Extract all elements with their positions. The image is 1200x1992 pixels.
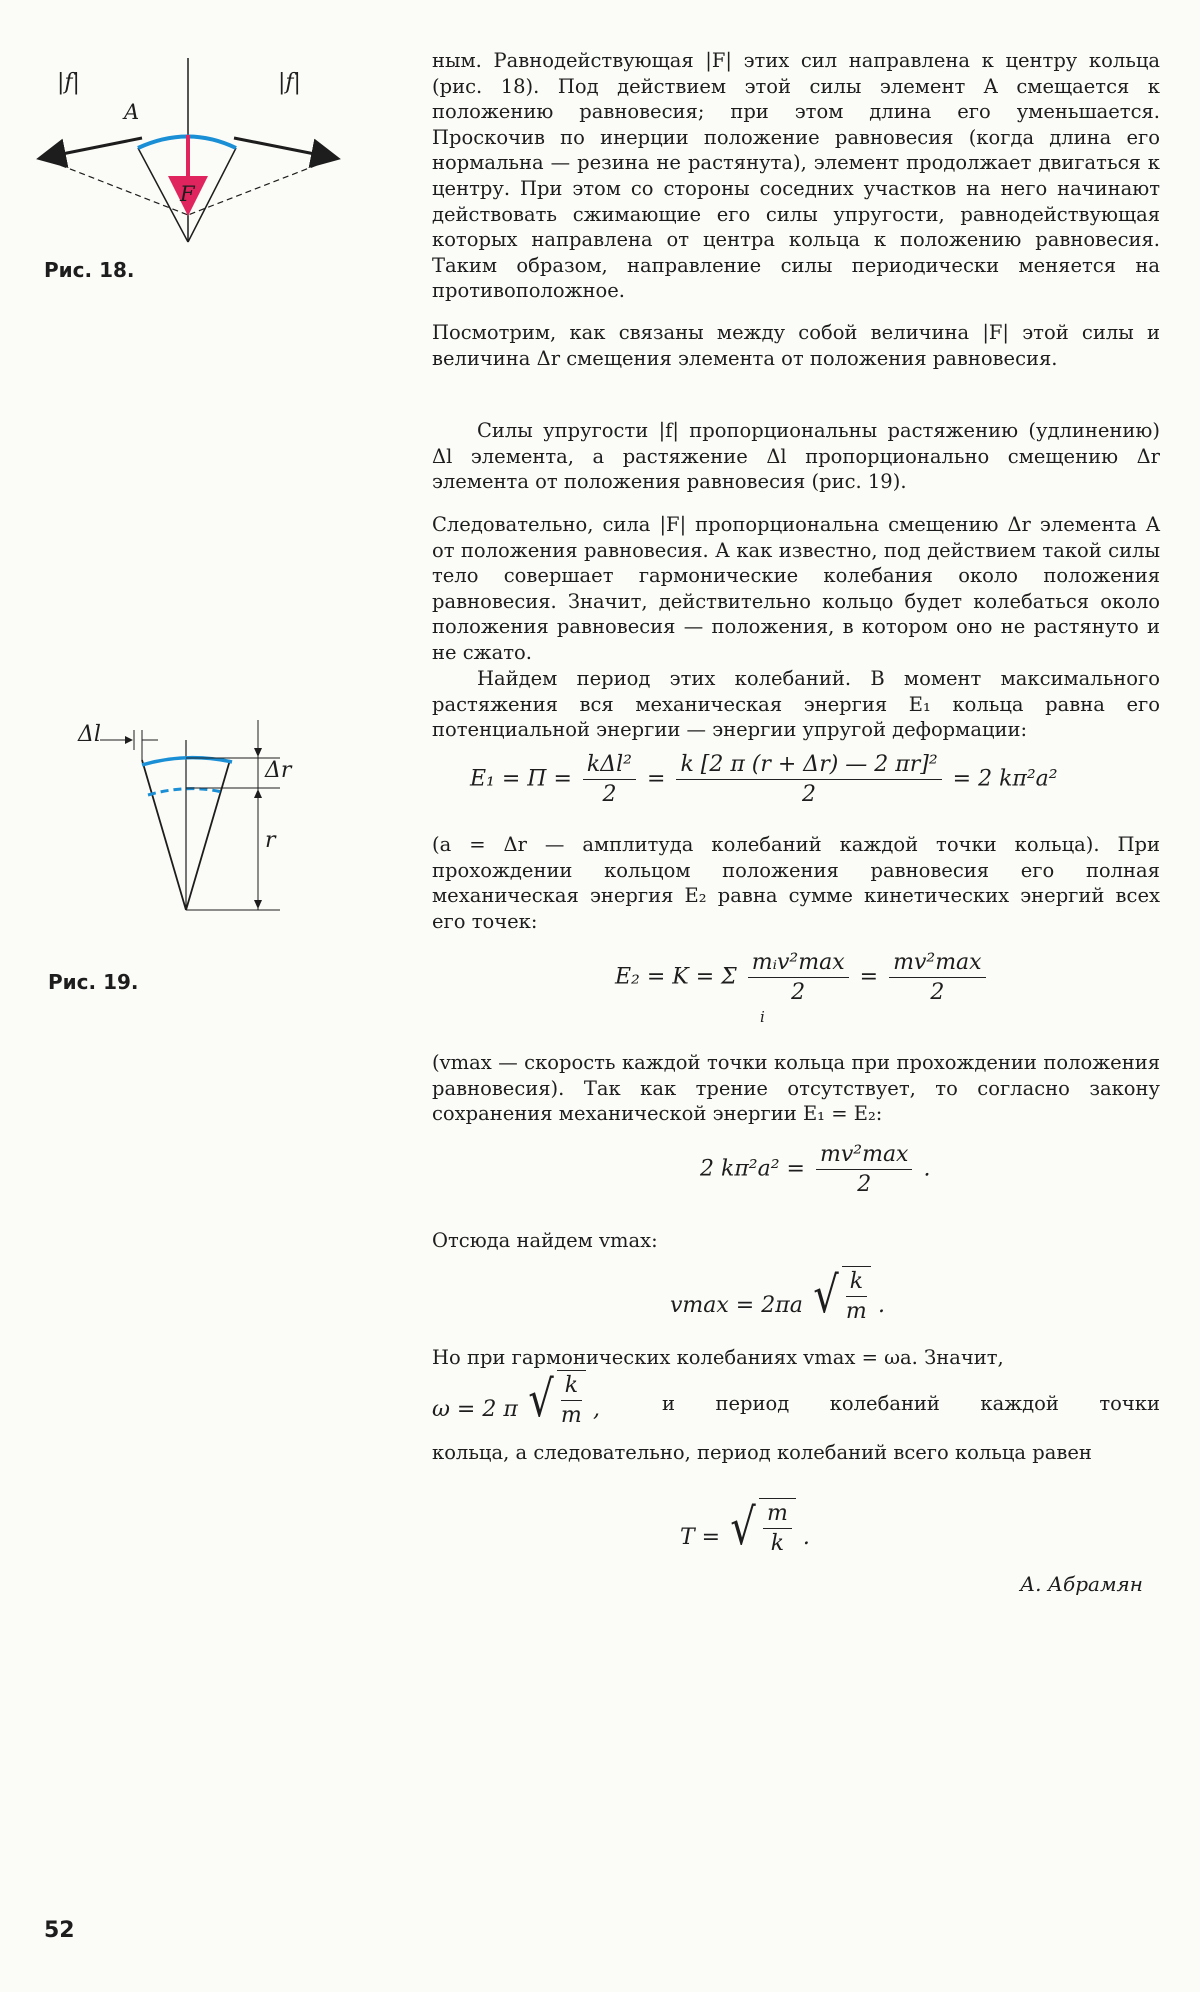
fig18-right-side [188,148,236,242]
fig18-force-right [234,138,335,158]
paragraph-4: Следовательно, сила |F| пропорциональна смещению Δr элемента A от положения равновесия. А как известно, под действием такой силы тело совершает гармонические колебания около положения равновесия. Значит, действительно кольцо будет колебаться около положения равновесия — положения, в котором оно не растянуто и не сжато. [432,513,1160,664]
fig18-label-f-left: |f| [57,70,80,95]
fig18-label-a: A [124,100,140,124]
equation-4: vmax = 2πa √ $\frac{k}{m}$ . [670,1266,886,1324]
equation-2: E₂ = K = Σ $\frac{\text{mᵢv²max}}{2}$ = $\frac{\text{mv²max}}{2}$ [615,950,990,1005]
fig19-label-r: r [265,828,276,853]
paragraph-8: Отсюда найдем vmax: [432,1229,658,1252]
paragraph-10: кольца, а следовательно, период колебаний всего кольца равен [432,1441,1092,1464]
equation-5: ω = 2 π √ $\frac{k}{m}$ , [432,1370,601,1428]
paragraph-2: Посмотрим, как связаны между собой величина |F| этой силы и величина Δr смещения элемента от положения равновесия. [432,321,1160,370]
paragraph-7: (vmax — скорость каждой точки кольца при прохождении положения равновесия). Так как трение отсутствует, то согласно закону сохранения механической энергии E₁ = E₂: [432,1051,1160,1126]
fig19-label-dl: Δl [78,722,101,747]
paragraph-9b: и период колебаний каждой точки [662,1392,1160,1415]
fig18-force-left [42,138,142,158]
paragraph-5: Найдем период этих колебаний. В момент максимального растяжения вся механическая энергия E₁ кольца равна его потенциальной энергии — энергии упругой деформации: [432,667,1160,742]
paragraph-9: Но при гармонических колебаниях vmax = ωa. Значит, [432,1346,1004,1369]
fig18-label-f-right: |f| [278,70,301,95]
fig18-dash-left [42,158,188,215]
equation-2-index: i [760,1008,765,1026]
equation-6: T = √ $\frac{m}{k}$ . [680,1498,810,1556]
author: А. Абрамян [1020,1572,1143,1596]
fig19-left-side [142,760,186,910]
figure-19 [70,710,330,925]
equation-1: E₁ = П = $\frac{\text{kΔl²}}{2}$ = $\frac{\text{k [2 π (r + Δr) — 2 πr]²}}{2}$ = 2 kπ²a² [470,752,1058,807]
paragraph-3: Силы упругости |f| пропорциональны растяжению (удлинению) Δl элемента, а растяжение Δl пропорционально смещению Δr элемента от положения равновесия (рис. 19). [432,419,1160,494]
fig19-label-dr: Δr [265,758,292,783]
fig19-inner-arc [148,789,222,795]
fig18-dash-right [188,158,335,215]
equation-3: 2 kπ²a² = $\frac{\text{mv²max}}{2}$ . [700,1142,931,1197]
page-number: 52 [44,1918,75,1943]
paragraph-6: (a = Δr — амплитуда колебаний каждой точки кольца). При прохождении кольцом положения равновесия его полная механическая энергия E₂ равна сумме кинетических энергий всех его точек: [432,833,1160,933]
fig19-caption: Рис. 19. [48,970,139,994]
fig19-right-side [186,760,230,910]
fig19-outer-arc [142,758,232,765]
fig18-label-f: F [180,182,195,206]
fig18-caption: Рис. 18. [44,258,135,282]
paragraph-1: ным. Равнодействующая |F| этих сил направлена к центру кольца (рис. 18). Под действием этой силы элемент A смещается к положению равновесия; при этом длина его уменьшается. Проскочив по инерции положение равновесия (когда длина его нормальна — резина не растянута), элемент продолжает двигаться к центру. При этом со стороны соседних участков на него начинают действовать сжимающие его силы упругости, равнодействующая которых направлена от центра кольца к положению равновесия. Таким образом, направление силы периодически меняется на противоположное. [432,49,1160,303]
